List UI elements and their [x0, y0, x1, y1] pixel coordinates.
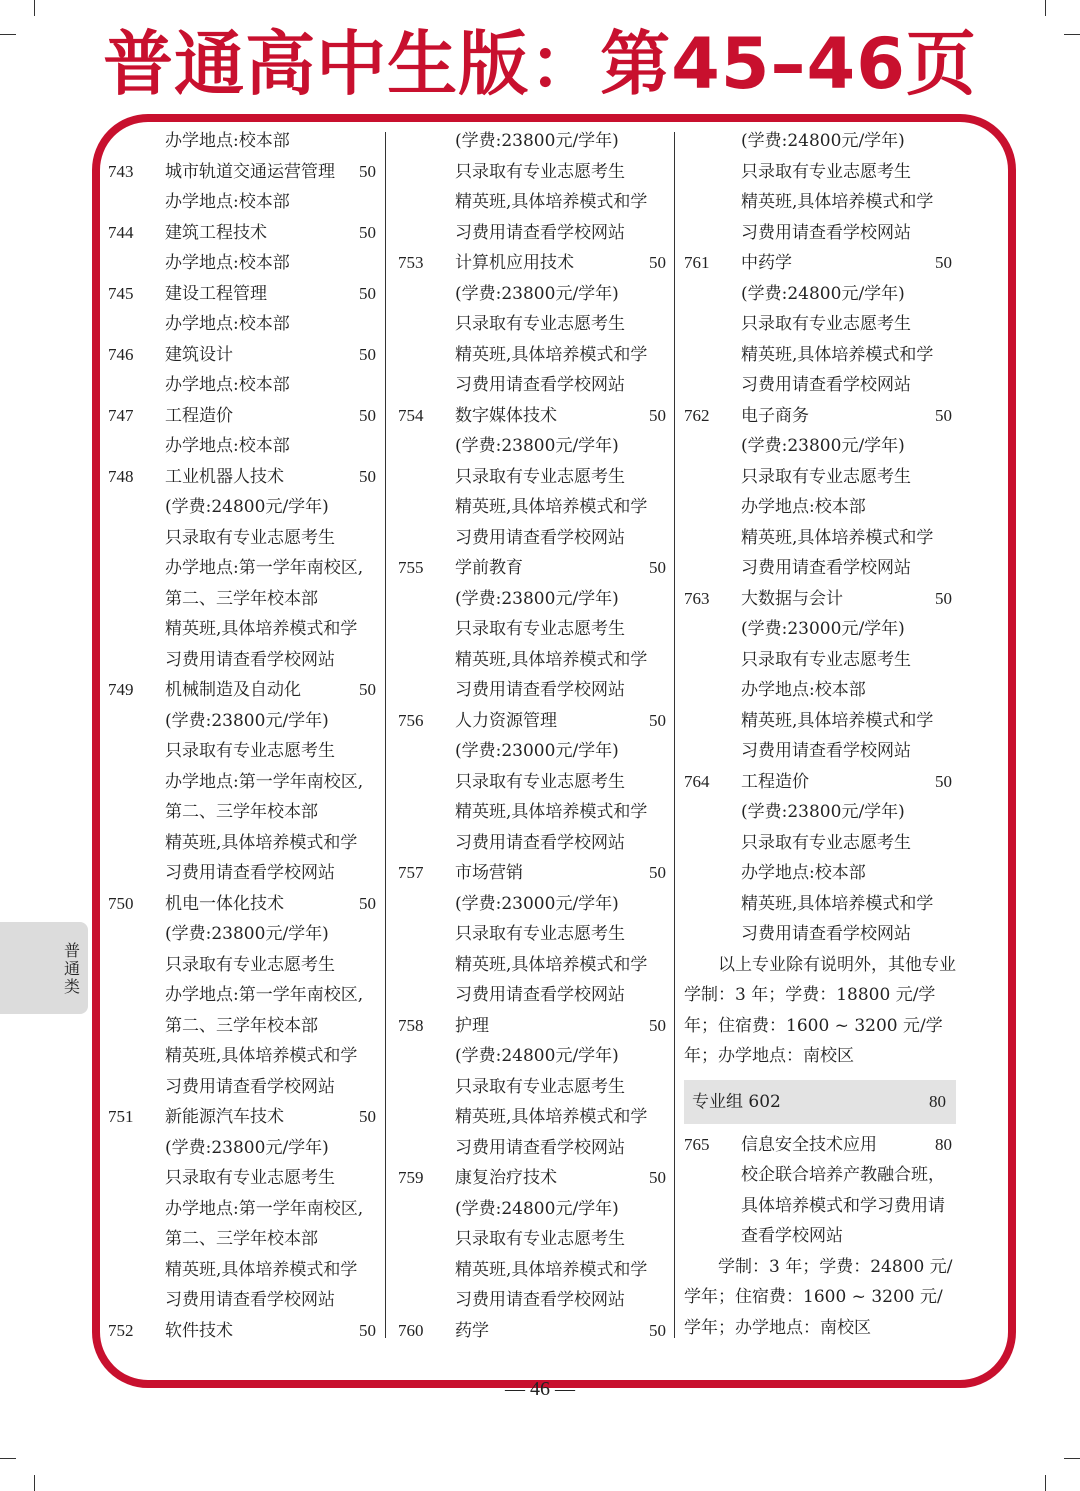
- major-detail-line: [108, 919, 380, 950]
- major-detail-line: [684, 187, 956, 218]
- major-name: 护理: [455, 1015, 489, 1036]
- major-detail-line: [684, 340, 956, 371]
- major-code: 761: [684, 253, 710, 272]
- major-quota: 50: [935, 771, 952, 791]
- major-detail-line: [398, 523, 670, 554]
- major-detail-line: [398, 889, 670, 920]
- major-detail-line: [398, 1285, 670, 1316]
- major-quota: 50: [935, 588, 952, 608]
- major-row: [684, 401, 956, 432]
- page-number: — 46 —: [505, 1378, 575, 1400]
- major-detail-text: (学费:23800元/学年): [741, 802, 905, 822]
- major-name: 信息安全技术应用: [741, 1134, 877, 1155]
- major-detail-line: [108, 523, 380, 554]
- major-detail-line: [398, 1041, 670, 1072]
- major-detail-line: [108, 431, 380, 462]
- major-detail-line: [398, 218, 670, 249]
- major-detail-line: [684, 614, 956, 645]
- major-row: [684, 248, 956, 279]
- major-name: 建设工程管理: [165, 283, 267, 304]
- major-code: 763: [684, 588, 710, 608]
- major-detail-line: [684, 797, 956, 828]
- major-name: 人力资源管理: [455, 710, 557, 731]
- major-detail-text: 精英班,具体培养模式和学: [455, 1107, 648, 1127]
- major-name: 城市轨道交通运营管理: [165, 161, 335, 182]
- major-detail-text: (学费:23800元/学年): [455, 283, 619, 304]
- major-detail-line: [108, 797, 380, 828]
- major-name: 新能源汽车技术: [165, 1107, 284, 1127]
- column-divider: [385, 132, 386, 1338]
- major-detail-text: 习费用请查看学校网站: [741, 741, 911, 761]
- major-detail-line: [108, 370, 380, 401]
- major-detail-text: (学费:24800元/学年): [741, 131, 905, 151]
- major-detail-text: 习费用请查看学校网站: [165, 1290, 335, 1310]
- major-row: [108, 401, 380, 432]
- major-detail-text: 精英班,具体培养模式和学: [741, 710, 934, 731]
- major-detail-text: 第二、三学年校本部: [165, 588, 318, 609]
- major-detail-line: [398, 370, 670, 401]
- major-detail-text: 办学地点:校本部: [165, 375, 290, 395]
- major-detail-line: [398, 919, 670, 950]
- major-detail-text: 习费用请查看学校网站: [741, 375, 911, 395]
- major-detail-line: [398, 492, 670, 523]
- major-detail-text: 只录取有专业志愿考生: [455, 466, 625, 487]
- major-detail-line: [398, 157, 670, 188]
- major-name: 中药学: [741, 253, 792, 273]
- major-code: 747: [108, 405, 134, 425]
- major-detail-text: 习费用请查看学校网站: [741, 924, 911, 944]
- major-detail-text: 精英班,具体培养模式和学: [455, 954, 648, 975]
- major-detail-line: [398, 126, 670, 157]
- major-detail-line: [398, 1194, 670, 1225]
- major-code: 748: [108, 466, 134, 486]
- major-name: 学前教育: [455, 558, 523, 578]
- major-detail-text: 精英班,具体培养模式和学: [165, 619, 358, 639]
- major-detail-text: 办学地点:校本部: [165, 192, 290, 212]
- major-detail-text: 习费用请查看学校网站: [165, 863, 335, 883]
- page-title: 普通高中生版：第45–46页: [103, 23, 977, 105]
- major-quota: 50: [649, 1015, 666, 1035]
- major-detail-text: (学费:23800元/学年): [455, 131, 619, 151]
- major-row: [398, 1011, 670, 1042]
- major-detail-line: [108, 1072, 380, 1103]
- major-quota: 50: [359, 161, 376, 181]
- major-detail-text: (学费:23800元/学年): [165, 924, 329, 944]
- major-row: [684, 584, 956, 615]
- major-row: [108, 279, 380, 310]
- major-detail-line: [398, 279, 670, 310]
- major-detail-line: [684, 706, 956, 737]
- major-detail-line: [108, 584, 380, 615]
- major-detail-text: (学费:23000元/学年): [741, 619, 905, 639]
- column-3: [684, 126, 956, 1343]
- major-detail-line: [108, 1285, 380, 1316]
- major-row: [108, 462, 380, 493]
- major-detail-line: [108, 248, 380, 279]
- column-1: [108, 126, 380, 1346]
- major-detail-text: 办学地点:校本部: [741, 863, 866, 883]
- major-detail-line: [108, 1255, 380, 1286]
- column-divider: [674, 132, 675, 1338]
- major-code: 764: [684, 771, 710, 791]
- major-detail-line: [398, 1255, 670, 1286]
- major-detail-line: [108, 1133, 380, 1164]
- major-detail-line: [398, 340, 670, 371]
- major-detail-text: (学费:23800元/学年): [165, 710, 329, 731]
- major-row: [108, 675, 380, 706]
- major-quota: 50: [649, 1168, 666, 1187]
- major-detail-line: [108, 1194, 380, 1225]
- major-name: 工程造价: [741, 771, 809, 792]
- major-code: 745: [108, 283, 134, 303]
- major-detail-text: 习费用请查看学校网站: [455, 680, 625, 700]
- major-name: 大数据与会计: [741, 588, 843, 609]
- crop-mark: [34, 0, 35, 16]
- major-quota: 50: [359, 283, 376, 303]
- major-detail-line: [108, 1163, 380, 1194]
- major-detail-line: [398, 431, 670, 462]
- major-detail-text: 精英班,具体培养模式和学: [741, 344, 934, 365]
- major-detail-text: 办学地点:校本部: [165, 314, 290, 334]
- major-detail-text: 办学地点:校本部: [165, 131, 290, 151]
- major-detail-text: 习费用请查看学校网站: [455, 985, 625, 1005]
- major-detail-text: 第二、三学年校本部: [165, 1229, 318, 1249]
- major-detail-line: [108, 828, 380, 859]
- major-name: 机械制造及自动化: [165, 680, 301, 700]
- major-detail-line: [398, 950, 670, 981]
- major-detail-text: (学费:23800元/学年): [455, 588, 619, 609]
- major-detail-line: [684, 126, 956, 157]
- major-code: 744: [108, 222, 134, 242]
- major-detail-line: [398, 736, 670, 767]
- crop-mark: [34, 1475, 35, 1491]
- major-row: [108, 1316, 380, 1347]
- major-detail-line: [108, 309, 380, 340]
- major-detail-line: [684, 645, 956, 676]
- major-quota: 50: [649, 710, 666, 730]
- major-detail-line: [108, 706, 380, 737]
- major-detail-text: (学费:23800元/学年): [165, 1137, 329, 1158]
- major-quota: 50: [935, 405, 952, 425]
- major-detail-text: (学费:23000元/学年): [455, 893, 619, 914]
- major-quota: 80: [935, 1134, 952, 1154]
- major-detail-text: 第二、三学年校本部: [165, 802, 318, 822]
- major-row: [108, 889, 380, 920]
- major-detail-text: 只录取有专业志愿考生: [455, 314, 625, 334]
- major-row: [398, 248, 670, 279]
- major-detail-line: [684, 523, 956, 554]
- major-code: 762: [684, 405, 710, 425]
- major-detail-line: [398, 1072, 670, 1103]
- major-detail-line: [684, 279, 956, 310]
- major-code: 756: [398, 710, 424, 730]
- major-detail-text: 只录取有专业志愿考生: [165, 527, 335, 548]
- major-detail-text: 精英班,具体培养模式和学: [455, 802, 648, 822]
- major-name: 计算机应用技术: [455, 253, 574, 273]
- major-detail-line: [684, 736, 956, 767]
- major-detail-text: (学费:24800元/学年): [455, 1046, 619, 1066]
- crop-mark: [1064, 1458, 1080, 1459]
- major-detail-text: 办学地点:校本部: [165, 253, 290, 273]
- category-side-tab-label: 普通类: [64, 941, 81, 996]
- major-detail-text: 办学地点:校本部: [741, 497, 866, 517]
- major-detail-text: 办学地点:第一学年南校区,: [165, 558, 364, 578]
- major-detail-line: [108, 736, 380, 767]
- major-detail-line: [108, 645, 380, 676]
- major-detail-line: [684, 218, 956, 249]
- crop-mark: [1045, 1475, 1046, 1491]
- major-quota: 50: [359, 222, 376, 242]
- major-detail-text: 精英班,具体培养模式和学: [455, 1259, 648, 1280]
- major-row: [398, 706, 670, 737]
- major-detail-line: [684, 858, 956, 889]
- major-name: 药学: [455, 1320, 489, 1341]
- major-detail-text: 只录取有专业志愿考生: [741, 832, 911, 853]
- column-2: [398, 126, 670, 1346]
- major-detail-line: [684, 309, 956, 340]
- category-side-tab: [0, 922, 88, 1014]
- major-detail-text: 只录取有专业志愿考生: [165, 741, 335, 761]
- major-detail-line: [108, 980, 380, 1011]
- major-detail-line: [108, 614, 380, 645]
- major-detail-text: 办学地点:校本部: [165, 436, 290, 456]
- major-detail-text: 只录取有专业志愿考生: [741, 314, 911, 334]
- major-row: [108, 218, 380, 249]
- major-detail-line: [108, 767, 380, 798]
- major-detail-text: 精英班,具体培养模式和学: [741, 893, 934, 914]
- major-detail-text: 精英班,具体培养模式和学: [455, 344, 648, 365]
- major-row: [108, 1102, 380, 1133]
- major-detail-line: [684, 828, 956, 859]
- major-group-header: [684, 1080, 956, 1124]
- major-detail-text: 习费用请查看学校网站: [455, 832, 625, 853]
- major-detail-line: [108, 950, 380, 981]
- major-detail-text: 办学地点:校本部: [741, 680, 866, 700]
- major-detail-text: 只录取有专业志愿考生: [455, 924, 625, 944]
- major-quota: 50: [359, 893, 376, 913]
- note-paragraph: 以上专业除有说明外，其他专业学制：3 年；学费：18800 元/学年；住宿费：1600 ~ 3200 元/学年；办学地点：南校区: [684, 954, 956, 1066]
- major-quota: 50: [359, 344, 376, 364]
- major-detail-text: 精英班,具体培养模式和学: [455, 192, 648, 212]
- major-code: 760: [398, 1320, 424, 1340]
- major-code: 757: [398, 863, 424, 882]
- major-detail-text: 校企联合培养产教融合班，具体培养模式和学习费用请查看学校网站: [741, 1165, 945, 1246]
- major-detail-text: (学费:24800元/学年): [455, 1198, 619, 1219]
- major-row: [398, 1316, 670, 1347]
- major-name: 机电一体化技术: [165, 893, 284, 914]
- major-detail-line: [684, 370, 956, 401]
- major-quota: 50: [359, 680, 376, 699]
- major-detail-line: [108, 553, 380, 584]
- major-name: 工业机器人技术: [165, 466, 284, 487]
- major-detail-line: [398, 767, 670, 798]
- major-detail-text: (学费:24800元/学年): [165, 497, 329, 517]
- major-detail-text: 第二、三学年校本部: [165, 1015, 318, 1036]
- major-code: 750: [108, 893, 134, 913]
- major-code: 749: [108, 680, 134, 699]
- major-quota: 50: [935, 253, 952, 272]
- major-detail-line: [108, 1041, 380, 1072]
- major-detail-line: [398, 1133, 670, 1164]
- major-detail-line: [684, 431, 956, 462]
- major-code: 759: [398, 1168, 424, 1187]
- major-name: 工程造价: [165, 405, 233, 426]
- major-detail-text: 只录取有专业志愿考生: [455, 161, 625, 182]
- major-detail-text: 习费用请查看学校网站: [741, 558, 911, 578]
- major-detail-text: 精英班,具体培养模式和学: [455, 649, 648, 670]
- major-name: 电子商务: [741, 405, 809, 426]
- major-detail-text: 习费用请查看学校网站: [455, 222, 625, 243]
- major-name: 软件技术: [165, 1320, 233, 1341]
- major-quota: 50: [649, 405, 666, 425]
- major-row: [398, 401, 670, 432]
- major-code: 746: [108, 344, 134, 364]
- major-detail-line: [398, 645, 670, 676]
- major-detail-line: [398, 309, 670, 340]
- major-detail-line: [684, 919, 956, 950]
- major-code: 755: [398, 558, 424, 577]
- major-detail-text: 习费用请查看学校网站: [455, 1290, 625, 1310]
- major-detail-line: [108, 858, 380, 889]
- major-detail-text: 只录取有专业志愿考生: [741, 649, 911, 670]
- major-detail-text: 办学地点:第一学年南校区,: [165, 985, 364, 1005]
- major-name: 康复治疗技术: [455, 1168, 557, 1188]
- major-detail-line: [398, 614, 670, 645]
- major-detail-line: [398, 675, 670, 706]
- major-detail-text: 只录取有专业志愿考生: [741, 466, 911, 487]
- major-detail-line: [108, 126, 380, 157]
- major-detail-text: 习费用请查看学校网站: [165, 1076, 335, 1097]
- major-row: [108, 340, 380, 371]
- major-row: [398, 858, 670, 889]
- major-detail-line: [398, 980, 670, 1011]
- major-quota: 50: [359, 466, 376, 486]
- major-detail-line: [684, 157, 956, 188]
- major-detail-line: [108, 1011, 380, 1042]
- major-quota: 50: [359, 405, 376, 425]
- major-detail-text: 办学地点:第一学年南校区,: [165, 1198, 364, 1219]
- major-detail-line: [108, 1224, 380, 1255]
- major-quota: 50: [649, 863, 666, 882]
- major-detail-text: 精英班,具体培养模式和学: [165, 1259, 358, 1280]
- major-detail-text: (学费:23800元/学年): [455, 436, 619, 456]
- major-detail-text: (学费:23800元/学年): [741, 436, 905, 456]
- major-code: 743: [108, 161, 134, 181]
- major-detail-text: 精英班,具体培养模式和学: [741, 192, 934, 212]
- major-detail-line: [398, 1224, 670, 1255]
- major-code: 751: [108, 1107, 134, 1126]
- major-detail-text: 只录取有专业志愿考生: [455, 771, 625, 792]
- major-detail-line: [398, 828, 670, 859]
- major-quota: 50: [649, 253, 666, 272]
- major-name: 数字媒体技术: [455, 405, 557, 426]
- major-detail-line: [108, 492, 380, 523]
- major-detail-text: 只录取有专业志愿考生: [455, 619, 625, 639]
- major-row: [108, 157, 380, 188]
- major-group-label: 专业组 602: [692, 1091, 781, 1112]
- crop-mark: [1045, 0, 1046, 16]
- major-detail-line: [684, 462, 956, 493]
- major-name: 市场营销: [455, 863, 523, 883]
- major-detail-line: [684, 889, 956, 920]
- major-row: [684, 1130, 956, 1161]
- major-detail-text: 精英班,具体培养模式和学: [455, 497, 648, 517]
- major-detail-text: 习费用请查看学校网站: [455, 527, 625, 548]
- major-detail-text: 习费用请查看学校网站: [741, 222, 911, 243]
- major-quota: 50: [649, 558, 666, 577]
- crop-mark: [0, 1458, 16, 1459]
- major-code: 754: [398, 405, 424, 425]
- major-detail-line: [398, 1102, 670, 1133]
- major-detail-line: [684, 492, 956, 523]
- major-quota: 50: [649, 1320, 666, 1340]
- major-detail-text: 只录取有专业志愿考生: [455, 1076, 625, 1097]
- major-detail-line: [684, 553, 956, 584]
- major-detail-text: 只录取有专业志愿考生: [741, 161, 911, 182]
- major-name: 建筑工程技术: [165, 222, 267, 243]
- major-detail-text: 精英班,具体培养模式和学: [165, 1046, 358, 1066]
- major-detail-text: (学费:23000元/学年): [455, 741, 619, 761]
- major-detail-text: 只录取有专业志愿考生: [165, 1168, 335, 1188]
- major-group-quota: 80: [929, 1091, 946, 1111]
- major-code: 753: [398, 253, 424, 272]
- major-code: 758: [398, 1015, 424, 1035]
- major-detail-text: 只录取有专业志愿考生: [455, 1229, 625, 1249]
- major-detail-line: [398, 797, 670, 828]
- major-detail-line: [108, 187, 380, 218]
- major-row: [684, 767, 956, 798]
- major-detail-line: [398, 584, 670, 615]
- major-quota: 50: [359, 1320, 376, 1340]
- major-code: 765: [684, 1134, 710, 1154]
- major-code: 752: [108, 1320, 134, 1340]
- major-detail-text: 办学地点:第一学年南校区,: [165, 771, 364, 792]
- major-row: [398, 553, 670, 584]
- major-detail-text: 只录取有专业志愿考生: [165, 954, 335, 975]
- major-detail-text: 精英班,具体培养模式和学: [165, 832, 358, 853]
- note-paragraph: 学制：3 年；学费：24800 元/学年；住宿费：1600 ~ 3200 元/学年；办学地点：南校区: [684, 1256, 953, 1338]
- major-name: 建筑设计: [165, 344, 233, 365]
- major-detail-text: 习费用请查看学校网站: [455, 1137, 625, 1158]
- major-quota: 50: [359, 1107, 376, 1126]
- major-detail-line: [684, 675, 956, 706]
- major-detail-text: 精英班,具体培养模式和学: [741, 527, 934, 548]
- major-detail-text: (学费:24800元/学年): [741, 283, 905, 304]
- major-detail-line: [398, 462, 670, 493]
- major-row: [398, 1163, 670, 1194]
- major-detail-text: 习费用请查看学校网站: [455, 375, 625, 395]
- major-detail-line: [398, 187, 670, 218]
- major-detail-text: 习费用请查看学校网站: [165, 649, 335, 670]
